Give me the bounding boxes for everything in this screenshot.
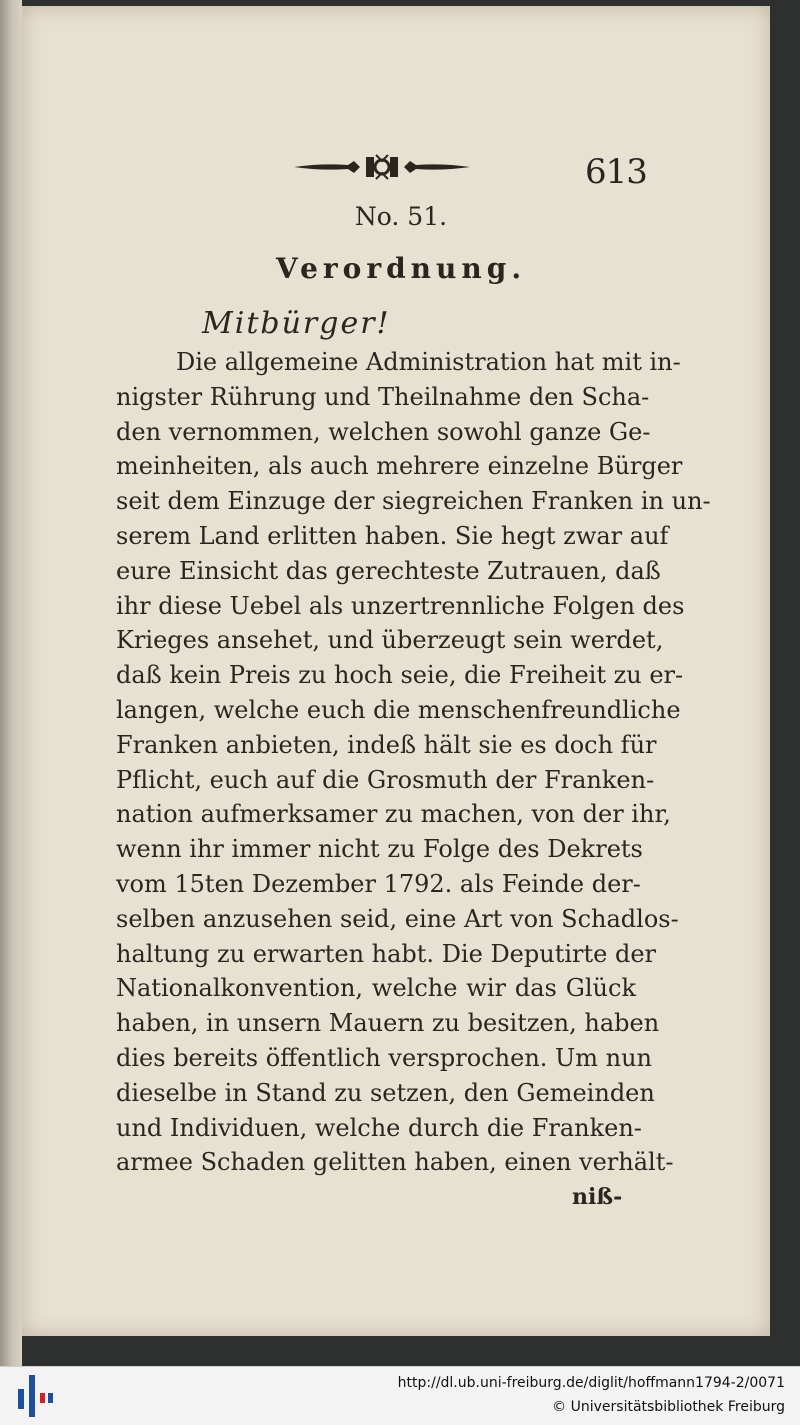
text-line: Nationalkonvention, welche wir das Glück	[116, 974, 636, 1003]
text-line: nigster Rührung und Theilnahme den Scha-	[116, 382, 650, 411]
text-line: langen, welche euch die menschenfreundliche	[116, 695, 681, 724]
salutation: Mitbürger!	[202, 306, 391, 341]
previous-page-edge	[0, 0, 22, 1366]
text-line: wenn ihr immer nicht zu Folge des Dekrets	[116, 835, 643, 864]
viewer-footer	[0, 1366, 800, 1425]
text-line: serem Land erlitten haben. Sie hegt zwar auf	[116, 521, 669, 550]
text-line: eure Einsicht das gerechteste Zutrauen, daß	[116, 556, 661, 585]
text-line: seit dem Einzuge der siegreichen Franken in un-	[116, 487, 711, 516]
text-line: vom 15ten Dezember 1792. als Feinde der-	[116, 869, 641, 898]
document-title: Verordnung.	[275, 252, 527, 285]
text-line: haben, in unsern Mauern zu besitzen, haben	[116, 1009, 660, 1038]
text-line: Krieges ansehet, und überzeugt sein werdet,	[116, 626, 664, 655]
text-line: und Individuen, welche durch die Franken-	[116, 1113, 642, 1142]
document-number: No. 51.	[354, 202, 448, 231]
text-line: selben anzusehen seid, eine Art von Schadlos-	[116, 904, 679, 933]
permalink[interactable]: http://dl.ub.uni-freiburg.de/diglit/hoffmann1794-2/0071	[397, 1375, 785, 1391]
text-line: haltung zu erwarten habt. Die Deputirte der	[116, 939, 657, 968]
text-line: Die allgemeine Administration hat mit in-	[176, 348, 681, 376]
text-line: dieselbe in Stand zu setzen, den Gemeinden	[116, 1078, 655, 1107]
copyright-notice: © Universitätsbibliothek Freiburg	[552, 1399, 785, 1415]
text-line: Pflicht, euch auf die Grosmuth der Franken-	[116, 765, 655, 794]
page-number: 613	[585, 152, 647, 192]
text-line: Franken anbieten, indeß hält sie es doch für	[116, 730, 657, 759]
catchword: niß-	[572, 1184, 623, 1210]
book-page	[22, 6, 770, 1336]
text-line: nation aufmerksamer zu machen, von der ihr,	[116, 800, 671, 829]
text-line: armee Schaden gelitten haben, einen verhält-	[116, 1148, 674, 1177]
body-text	[116, 345, 711, 1180]
text-line: meinheiten, als auch mehrere einzelne Bürger	[116, 452, 683, 481]
text-line: dies bereits öffentlich versprochen. Um nun	[116, 1043, 653, 1072]
text-line: ihr diese Uebel als unzertrennliche Folgen des	[116, 591, 685, 620]
text-line: daß kein Preis zu hoch seie, die Freiheit zu er-	[116, 661, 684, 690]
library-logo-icon[interactable]	[14, 1375, 54, 1417]
text-line: den vernommen, welchen sowohl ganze Ge-	[116, 417, 651, 446]
decorative-rule-icon	[292, 152, 472, 182]
